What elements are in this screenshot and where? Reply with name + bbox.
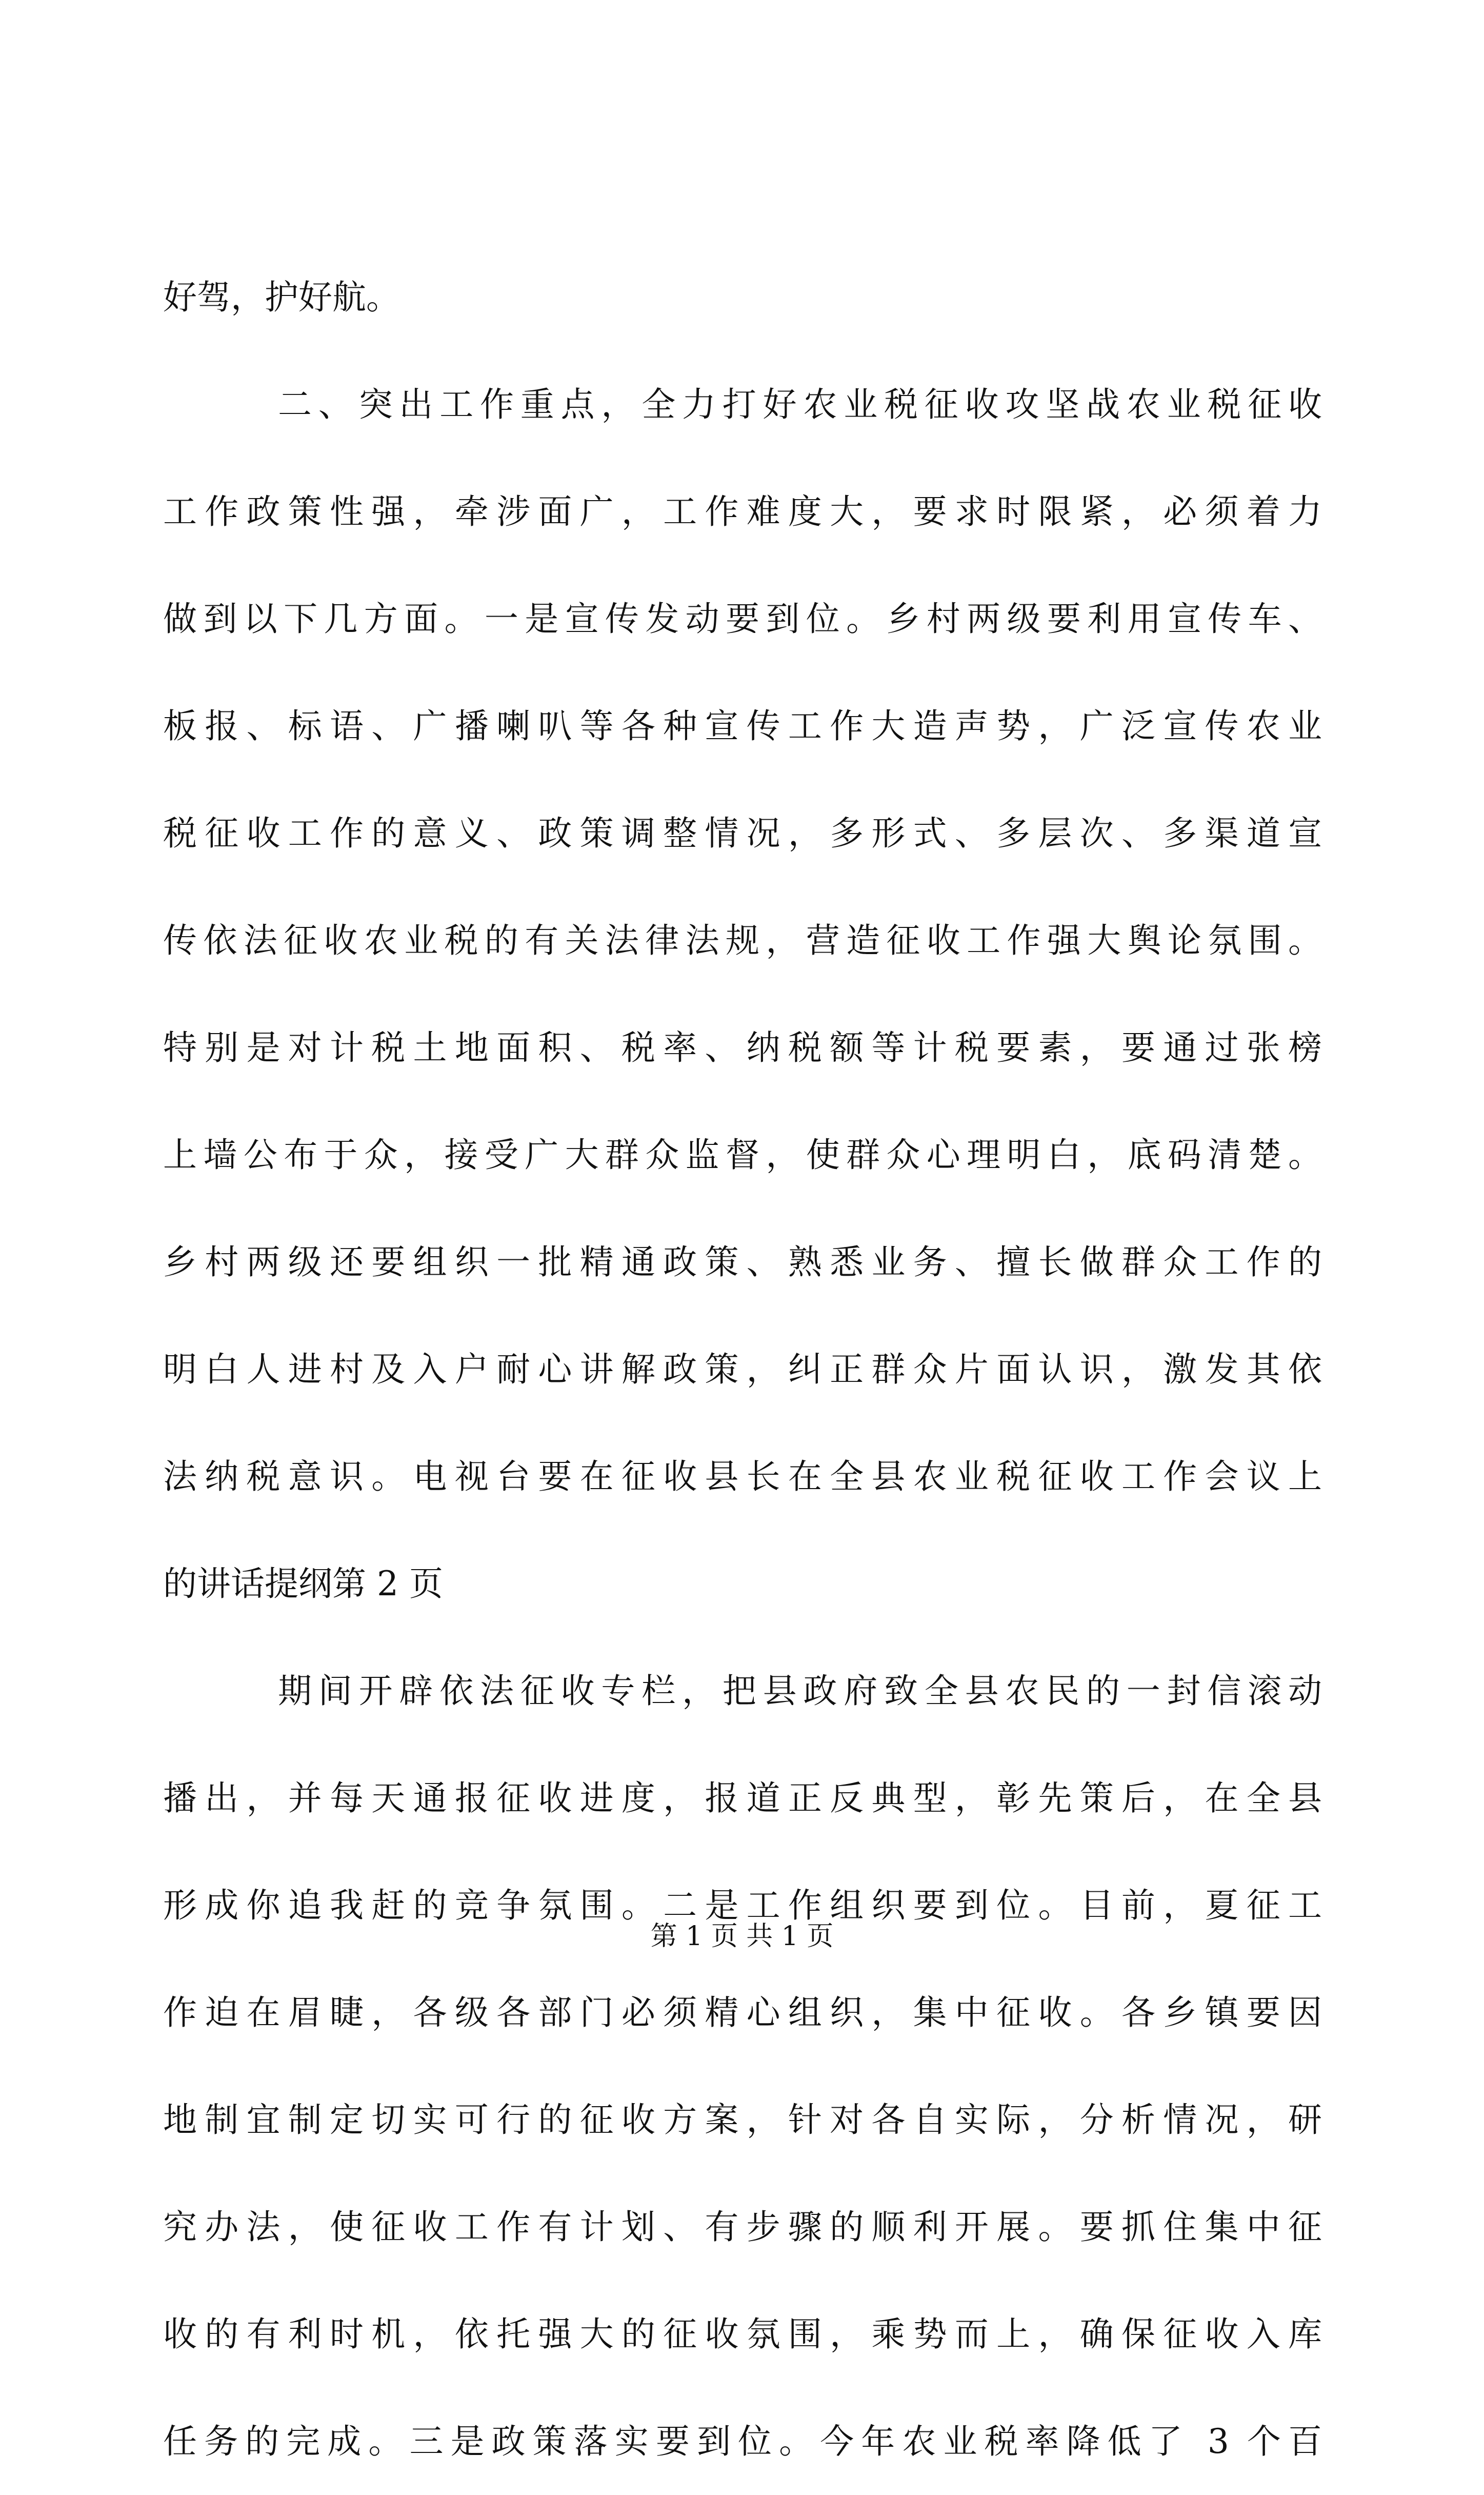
text-line: 乡村两级还要组织一批精通政策、熟悉业务、擅长做群众工作的 xyxy=(163,1242,1322,1282)
text-line: 传依法征收农业税的有关法律法规，营造征收工作强大舆论氛围。 xyxy=(163,921,1322,960)
text-line: 税征收工作的意义、政策调整情况，多形式、多层次、多渠道宣 xyxy=(163,814,1322,853)
text-line: 任务的完成。三是政策落实要到位。今年农业税率降低了 3 个百 xyxy=(163,2422,1322,2461)
paragraph-start-line: 期间开辟依法征收专栏，把县政府致全县农民的一封信滚动 xyxy=(278,1671,1322,1711)
body-text xyxy=(163,244,1322,2495)
text-line: 好驾，护好航。 xyxy=(163,278,400,317)
text-line: 板报、标语、广播喇叭等各种宣传工作大造声势，广泛宣传农业 xyxy=(163,706,1322,746)
text-line: 特别是对计税土地面积、税率、纳税额等计税要素，要通过张榜 xyxy=(163,1028,1322,1067)
page-footer xyxy=(0,1916,1484,1957)
text-line: 形成你追我赶的竞争氛围。二是工作组织要到位。目前，夏征工 xyxy=(163,1886,1322,1925)
text-line: 工作政策性强，牵涉面广，工作难度大，要求时限紧，必须着力 xyxy=(163,492,1322,531)
text-line: 法纳税意识。电视台要在征收县长在全县农业税征收工作会议上 xyxy=(163,1457,1322,1496)
text-line: 的讲话提纲第 2 页 xyxy=(163,1564,443,1603)
text-line: 究办法，使征收工作有计划、有步骤的顺利开展。要抓住集中征 xyxy=(163,2207,1322,2247)
text-line: 作迫在眉睫，各级各部门必须精心组织，集中征收。各乡镇要因 xyxy=(163,1993,1322,2032)
text-line: 地制宜制定切实可行的征收方案，针对各自实际，分析情况，研 xyxy=(163,2100,1322,2140)
text-line: 播出，并每天通报征收进度，报道正反典型，彰先策后，在全县 xyxy=(163,1778,1322,1818)
text-line: 明白人进村及入户耐心讲解政策，纠正群众片面认识，激发其依 xyxy=(163,1350,1322,1389)
text-line: 收的有利时机，依托强大的征收氛围，乘势而上，确保征收入库 xyxy=(163,2314,1322,2354)
text-line: 上墙公布于众，接受广大群众监督，使群众心理明白，底码清楚。 xyxy=(163,1135,1322,1175)
paragraph-start-line: 二、突出工作重点，全力打好农业税征收攻坚战农业税征收 xyxy=(278,385,1322,424)
page-number-label: 第 1 页 共 1 页 xyxy=(650,1921,834,1952)
text-line: 做到以下几方面。一是宣传发动要到位。乡村两级要利用宣传车、 xyxy=(163,599,1322,639)
